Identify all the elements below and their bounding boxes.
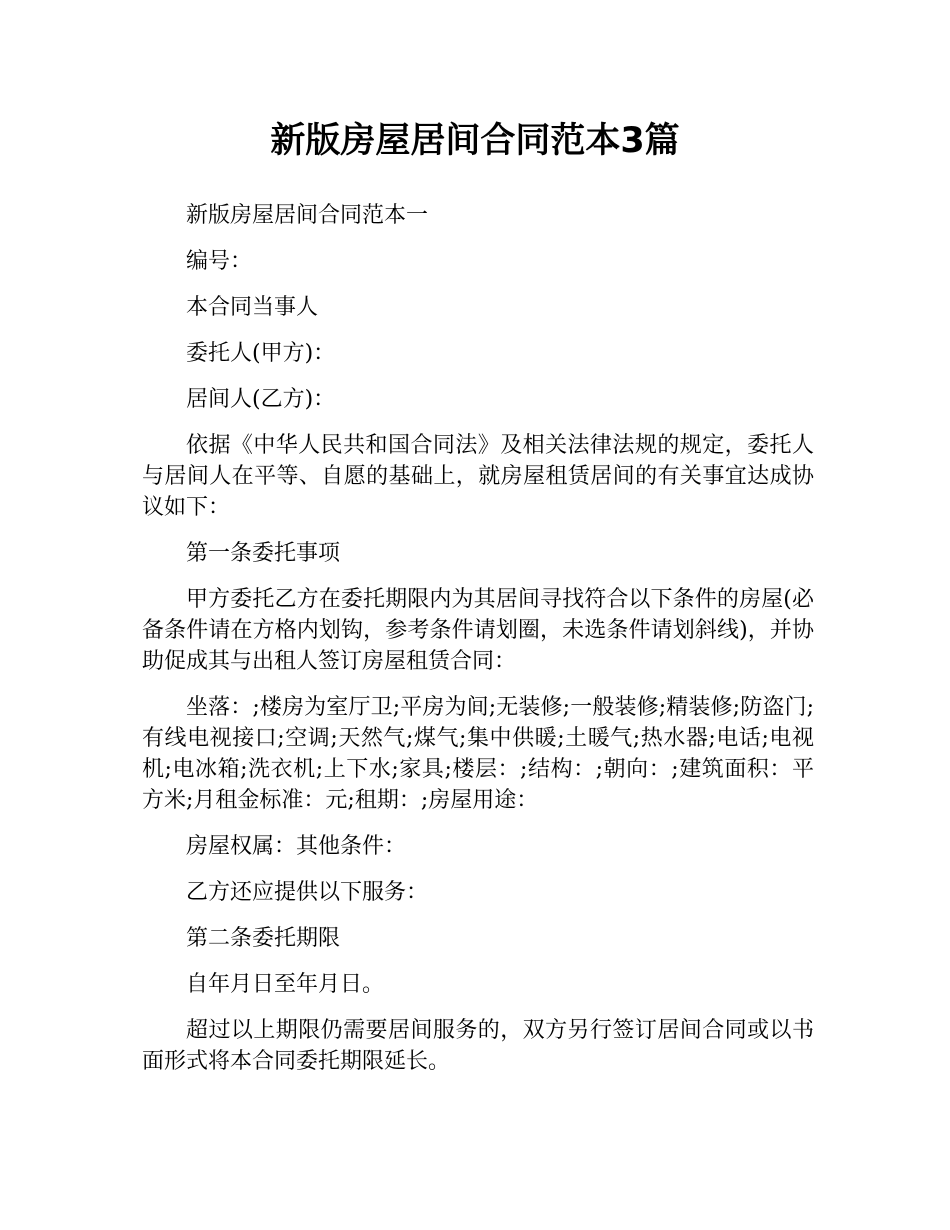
- document-body: [142, 200, 814, 1092]
- article-two-heading: 第二条委托期限: [186, 926, 341, 951]
- contract-number-label: 编号：: [186, 249, 253, 274]
- document-title: 新版房屋居间合同范本3篇: [270, 121, 680, 161]
- term-extension-paragraph: 超过以上期限仍需要居间服务的，双方另行签订居间合同或以书面形式将本合同委托期限延长。: [142, 1018, 814, 1074]
- principal-party-label: 委托人(甲方)：: [186, 341, 336, 366]
- property-conditions-paragraph: 坐落：;楼房为室厅卫;平房为间;无装修;一般装修;精装修;防盗门;有线电视接口;空调;天然气;煤气;集中供暖;土暖气;热水器;电话;电视机;电冰箱;洗衣机;上下水;家具;楼层：;结构：;朝向：;建筑面积：平方米;月租金标准：元;租期：;房屋用途：: [142, 695, 814, 813]
- section-heading-contract-one: 新版房屋居间合同范本一: [186, 203, 429, 228]
- parties-heading: 本合同当事人: [186, 295, 319, 320]
- article-one-paragraph: 甲方委托乙方在委托期限内为其居间寻找符合以下条件的房屋(必备条件请在方格内划钩，参考条件请划圈，未选条件请划斜线)，并协助促成其与出租人签订房屋租赁合同：: [142, 587, 814, 674]
- intermediary-party-label: 居间人(乙方)：: [186, 387, 336, 412]
- services-paragraph: 乙方还应提供以下服务：: [186, 880, 429, 905]
- article-one-heading: 第一条委托事项: [186, 541, 341, 566]
- preamble-paragraph: 依据《中华人民共和国合同法》及相关法律法规的规定，委托人与居间人在平等、自愿的基础上，就房屋租赁居间的有关事宜达成协议如下：: [142, 433, 814, 520]
- term-dates-paragraph: 自年月日至年月日。: [186, 972, 385, 997]
- ownership-paragraph: 房屋权属：其他条件：: [186, 834, 407, 859]
